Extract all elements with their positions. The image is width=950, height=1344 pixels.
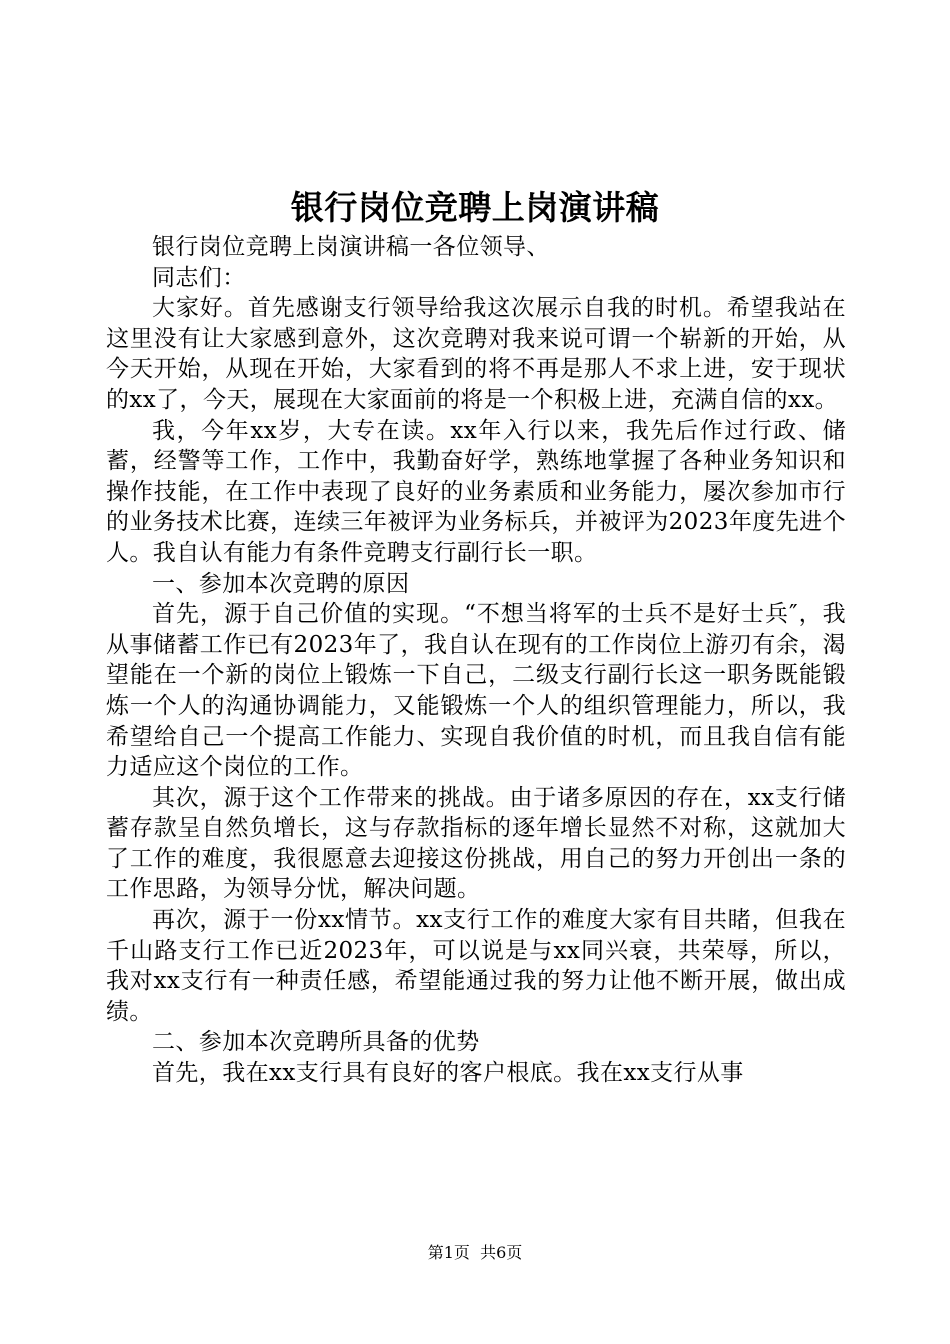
paragraph-opening: 大家好。首先感谢支行领导给我这次展示自我的时机。希望我站在这里没有让大家感到意外，这次竞聘对我来说可谓一个崭新的开始，从今天开始，从现在开始，大家看到的将不再是那人不求上进，安于现状的xx了，今天，展现在大家面前的将是一个积极上进，充满自信的xx。 xyxy=(106,295,846,413)
page-total: 共6页 xyxy=(480,1243,523,1262)
page-footer xyxy=(0,1242,950,1264)
paragraph-reason-first: 首先，源于自己价值的实现。“不想当将军的士兵不是好士兵″，我从事储蓄工作已有2023年了，我自认在现有的工作岗位上游刃有余，渴望能在一个新的岗位上锻炼一下自己，二级支行副行长这一职务既能锻炼一个人的沟通协调能力，又能锻炼一个人的组织管理能力，所以，我希望给自己一个提高工作能力、实现自我价值的时机，而且我自信有能力适应这个岗位的工作。 xyxy=(106,601,846,781)
document-body xyxy=(106,232,846,1089)
paragraph-salutation: 同志们： xyxy=(152,264,246,291)
page-number: 第1页 xyxy=(427,1243,470,1262)
paragraph-greeting: 银行岗位竞聘上岗演讲稿一各位领导、 xyxy=(152,234,550,260)
paragraph-background: 我，今年xx岁，大专在读。xx年入行以来，我先后作过行政、储蓄，经警等工作，工作中，我勤奋好学，熟练地掌握了各种业务知识和操作技能，在工作中表现了良好的业务素质和业务能力，屡次参加市行的业务技术比赛，连续三年被评为业务标兵，并被评为2023年度先进个人。我自认有能力有条件竞聘支行副行长一职。 xyxy=(106,417,846,566)
paragraph-reason-second: 其次，源于这个工作带来的挑战。由于诸多原因的存在，xx支行储蓄存款呈自然负增长，这与存款指标的逐年增长显然不对称，这就加大了工作的难度，我很愿意去迎接这份挑战，用自己的努力开创出一条的工作思路，为领导分忧，解决问题。 xyxy=(106,784,846,903)
document-title: 银行岗位竞聘上岗演讲稿 xyxy=(290,188,660,227)
section-heading-advantages: 二、参加本次竞聘所具备的优势 xyxy=(152,1029,480,1056)
paragraph-advantage-first: 首先，我在xx支行具有良好的客户根底。我在xx支行从事 xyxy=(152,1060,744,1087)
section-heading-reasons: 一、参加本次竞聘的原因 xyxy=(152,570,410,597)
paragraph-reason-third: 再次，源于一份xx情节。xx支行工作的难度大家有目共睹，但我在千山路支行工作已近2023年，可以说是与xx同兴衰，共荣辱，所以，我对xx支行有一种责任感，希望能通过我的努力让他不断开展，做出成绩。 xyxy=(106,907,846,1025)
